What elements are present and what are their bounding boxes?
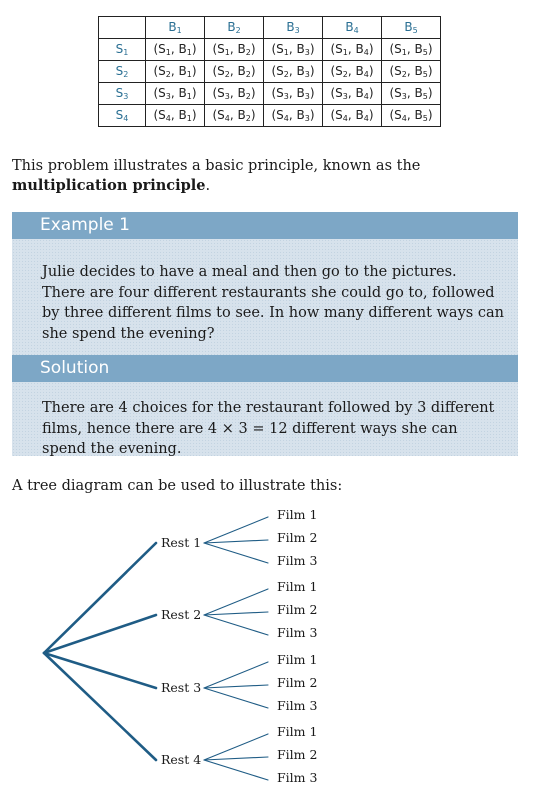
example-title: Example 1 bbox=[12, 212, 518, 239]
row-header: $S_4$ bbox=[99, 105, 146, 127]
film-branch bbox=[204, 662, 268, 688]
table-cell: ($S_2$, $B_4$) bbox=[323, 61, 382, 83]
film-branch bbox=[204, 540, 268, 543]
restaurant-label: Rest 4 bbox=[161, 752, 202, 767]
solution-title: Solution bbox=[12, 355, 518, 382]
table-cell: ($S_2$, $B_5$) bbox=[382, 61, 441, 83]
pairs-table bbox=[98, 16, 441, 127]
table-cell: ($S_1$, $B_4$) bbox=[323, 39, 382, 61]
intro-end: . bbox=[205, 178, 211, 194]
film-branch bbox=[204, 543, 268, 563]
tree-intro-text: A tree diagram can be used to illustrate this: bbox=[12, 478, 343, 494]
restaurant-label: Rest 1 bbox=[161, 535, 202, 550]
table-cell: ($S_3$, $B_2$) bbox=[205, 83, 264, 105]
film-branch bbox=[204, 734, 268, 760]
trunk-branch bbox=[44, 615, 156, 653]
table-row bbox=[99, 83, 441, 105]
film-branch bbox=[204, 615, 268, 635]
table-cell: ($S_4$, $B_4$) bbox=[323, 105, 382, 127]
table-cell: ($S_3$, $B_3$) bbox=[264, 83, 323, 105]
table-cell: ($S_2$, $B_1$) bbox=[146, 61, 205, 83]
film-label: Film 2 bbox=[277, 747, 318, 762]
film-branch bbox=[204, 688, 268, 708]
film-label: Film 1 bbox=[277, 652, 318, 667]
table-row bbox=[99, 105, 441, 127]
tree-diagram bbox=[0, 500, 543, 804]
row-header: $S_2$ bbox=[99, 61, 146, 83]
restaurant-label: Rest 3 bbox=[161, 680, 202, 695]
film-label: Film 3 bbox=[277, 698, 318, 713]
table-cell: ($S_1$, $B_5$) bbox=[382, 39, 441, 61]
film-label: Film 1 bbox=[277, 579, 318, 594]
table-cell: ($S_4$, $B_3$) bbox=[264, 105, 323, 127]
film-label: Film 3 bbox=[277, 553, 318, 568]
row-header: $S_3$ bbox=[99, 83, 146, 105]
film-branch bbox=[204, 517, 268, 543]
film-label: Film 1 bbox=[277, 507, 318, 522]
column-header: $B_4$ bbox=[323, 17, 382, 39]
film-label: Film 2 bbox=[277, 675, 318, 690]
film-branch bbox=[204, 757, 268, 760]
film-branch bbox=[204, 760, 268, 780]
film-branch bbox=[204, 685, 268, 688]
table-cell: ($S_4$, $B_5$) bbox=[382, 105, 441, 127]
film-label: Film 1 bbox=[277, 724, 318, 739]
solution-body: There are 4 choices for the restaurant followed by 3 different films, hence there are 4 × 3 = 12 different ways she can spend the evening. bbox=[12, 382, 518, 456]
restaurant-label: Rest 2 bbox=[161, 607, 202, 622]
intro-text: This problem illustrates a basic principle, known as the bbox=[12, 158, 421, 174]
column-header: $B_2$ bbox=[205, 17, 264, 39]
tree-lines bbox=[0, 500, 543, 800]
film-label: Film 3 bbox=[277, 770, 318, 785]
film-label: Film 3 bbox=[277, 625, 318, 640]
row-header: $S_1$ bbox=[99, 39, 146, 61]
column-header: $B_5$ bbox=[382, 17, 441, 39]
table-row bbox=[99, 61, 441, 83]
intro-bold-term: multiplication principle bbox=[12, 177, 206, 194]
table-cell: ($S_2$, $B_2$) bbox=[205, 61, 264, 83]
column-header: $B_1$ bbox=[146, 17, 205, 39]
intro-paragraph bbox=[12, 157, 512, 196]
table-header-row bbox=[99, 17, 441, 39]
table-row bbox=[99, 39, 441, 61]
table-cell: ($S_1$, $B_1$) bbox=[146, 39, 205, 61]
example-body: Julie decides to have a meal and then go to the pictures. There are four different restaurants she could go to, followed by three different films to see. In how many different ways can she spend the evening? bbox=[12, 239, 518, 355]
table-cell: ($S_1$, $B_2$) bbox=[205, 39, 264, 61]
film-label: Film 2 bbox=[277, 530, 318, 545]
column-header: $B_3$ bbox=[264, 17, 323, 39]
table-cell: ($S_3$, $B_1$) bbox=[146, 83, 205, 105]
film-branch bbox=[204, 612, 268, 615]
table-cell: ($S_1$, $B_3$) bbox=[264, 39, 323, 61]
trunk-branch bbox=[44, 653, 156, 760]
film-label: Film 2 bbox=[277, 602, 318, 617]
table-cell: ($S_3$, $B_5$) bbox=[382, 83, 441, 105]
table-cell: ($S_4$, $B_2$) bbox=[205, 105, 264, 127]
table-corner-cell bbox=[99, 17, 146, 39]
trunk-branch bbox=[44, 543, 156, 653]
table-cell: ($S_2$, $B_3$) bbox=[264, 61, 323, 83]
table-cell: ($S_3$, $B_4$) bbox=[323, 83, 382, 105]
table-cell: ($S_4$, $B_1$) bbox=[146, 105, 205, 127]
film-branch bbox=[204, 589, 268, 615]
